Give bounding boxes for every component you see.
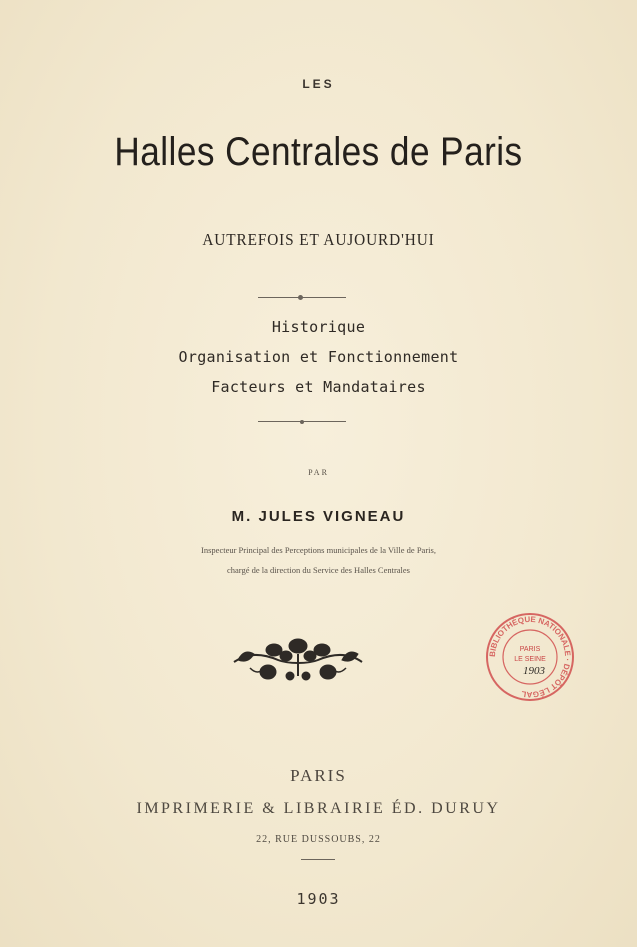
section-historique: Historique xyxy=(271,318,366,336)
stamp-ring-text: BIBLIOTHÈQUE NATIONALE · DÉPÔT LÉGAL xyxy=(487,614,573,700)
imprint-place: PARIS xyxy=(290,766,347,785)
ornamental-rule-bottom xyxy=(258,421,346,422)
imprint-address: 22, RUE DUSSOUBS, 22 xyxy=(256,834,381,845)
imprint-printer: IMPRIMERIE & LIBRAIRIE ÉD. DURUY xyxy=(136,800,501,817)
imprint-year: 1903 xyxy=(296,890,341,908)
author-role-line-2: chargé de la direction du Service des Halles Centrales xyxy=(227,565,410,575)
stamp-line-1: PARIS xyxy=(519,646,541,653)
stamp-line-2: LE SEINE xyxy=(514,656,546,663)
book-title: Halles Centrales de Paris xyxy=(114,130,523,174)
section-facteurs: Facteurs et Mandataires xyxy=(211,378,426,396)
author-role-line-1: Inspecteur Principal des Perceptions municipales de la Ville de Paris, xyxy=(201,545,436,555)
book-subtitle: AUTREFOIS ET AUJOURD'HUI xyxy=(202,230,435,249)
floral-ornament-icon xyxy=(228,636,368,682)
stamp-number: 1903 xyxy=(523,665,545,677)
ornamental-rule-top xyxy=(258,297,346,298)
imprint-divider xyxy=(301,859,335,860)
library-stamp xyxy=(484,611,576,703)
author-name: M. JULES VIGNEAU xyxy=(231,508,406,525)
series-prefix: LES xyxy=(302,77,335,91)
section-organisation: Organisation et Fonctionnement xyxy=(178,348,459,366)
byline-par: PAR xyxy=(308,468,329,477)
